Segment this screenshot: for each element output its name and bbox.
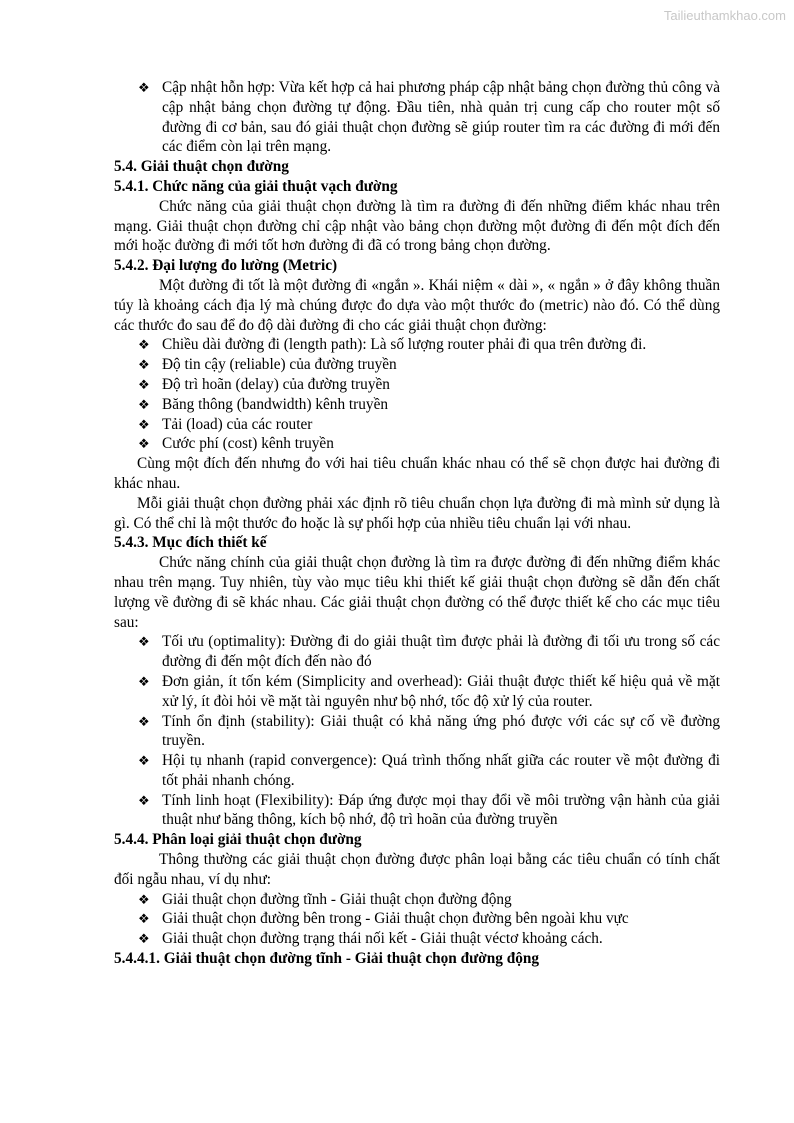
paragraph-5-4-4: Thông thường các giải thuật chọn đường được phân loại bằng các tiêu chuẩn có tính chất đối ngẫu nhau, ví dụ như:: [114, 851, 720, 888]
diamond-bullet-icon: ❖: [138, 713, 150, 729]
list-item: [114, 375, 720, 395]
list-item: [114, 890, 720, 910]
list-item: [114, 632, 720, 672]
heading-5-4-4: 5.4.4. Phân loại giải thuật chọn đường: [114, 831, 362, 849]
diamond-bullet-icon: ❖: [138, 357, 150, 373]
paragraph-5-4-2-c: Mỗi giải thuật chọn đường phải xác định rõ tiêu chuẩn chọn lựa đường đi mà mình sử dụng là gì. Có thể chỉ là một thước đo hoặc là sự phối hợp của nhiều tiêu chuẩn lại với nhau.: [114, 494, 720, 532]
list-item-text: Tải (load) của các router: [162, 415, 313, 433]
diamond-bullet-icon: ❖: [138, 416, 150, 432]
list-item-text: Giải thuật chọn đường trạng thái nối kết - Giải thuật véctơ khoảng cách.: [162, 930, 603, 948]
diamond-bullet-icon: ❖: [138, 396, 150, 412]
diamond-bullet-icon: ❖: [138, 792, 150, 808]
diamond-bullet-icon: ❖: [138, 673, 150, 689]
list-item-text: Cước phí (cost) kênh truyền: [162, 435, 334, 453]
list-item: [114, 909, 720, 929]
heading-5-4-4-1: 5.4.4.1. Giải thuật chọn đường tĩnh - Giải thuật chọn đường động: [114, 950, 540, 968]
list-item: [114, 791, 720, 831]
list-item-text: Chiều dài đường đi (length path): Là số lượng router phải đi qua trên đường đi.: [162, 336, 647, 354]
goals-list: [114, 632, 720, 830]
intro-bullet-text: Cập nhật hỗn hợp: Vừa kết hợp cả hai phương pháp cập nhật bảng chọn đường thủ công và cập nhật bảng chọn đường tự động. Đầu tiên, nhà quản trị cung cấp cho router một số đường đi cơ bản, sau đó giải thuật chọn đường sẽ giúp router tìm ra các đường đi mới đến các điểm còn lại trên mạng.: [162, 79, 720, 156]
heading-5-4-3: 5.4.3. Mục đích thiết kế: [114, 534, 267, 552]
list-item-text: Giải thuật chọn đường bên trong - Giải thuật chọn đường bên ngoài khu vực: [162, 910, 629, 928]
list-item: [114, 78, 720, 157]
diamond-bullet-icon: ❖: [138, 891, 150, 907]
list-item: [114, 355, 720, 375]
list-item: [114, 712, 720, 752]
diamond-bullet-icon: ❖: [138, 931, 150, 947]
diamond-bullet-icon: ❖: [138, 376, 150, 392]
diamond-bullet-icon: ❖: [138, 80, 150, 95]
paragraph-5-4-1: Chức năng của giải thuật chọn đường là tìm ra đường đi đến những điểm khác nhau trên mạng. Giải thuật chọn đường chỉ cập nhật vào bảng chọn đường một đường đi đến một đích đến mới hoặc đường đi mới tốt hơn đường đi đã có trong bảng chọn đường.: [114, 197, 720, 255]
list-item-text: Giải thuật chọn đường tĩnh - Giải thuật chọn đường động: [162, 890, 512, 908]
types-list: [114, 890, 720, 949]
list-item-text: Tính linh hoạt (Flexibility): Đáp ứng được mọi thay đổi về môi trường vận hành của giải thuật như băng thông, kích bộ nhớ, độ trì hoãn của đường truyền: [162, 791, 720, 829]
diamond-bullet-icon: ❖: [138, 436, 150, 452]
diamond-bullet-icon: ❖: [138, 634, 150, 650]
list-item: [114, 395, 720, 415]
diamond-bullet-icon: ❖: [138, 753, 150, 769]
list-item-text: Băng thông (bandwidth) kênh truyền: [162, 395, 389, 413]
list-item-text: Đơn giản, ít tốn kém (Simplicity and overhead): Giải thuật được thiết kế hiệu quả về mặt xử lý, ít đòi hỏi về mặt tài nguyên như bộ nhớ, tốc độ xử lý của router.: [162, 672, 720, 710]
document-page: [114, 78, 720, 969]
list-item: [114, 672, 720, 712]
heading-5-4: 5.4. Giải thuật chọn đường: [114, 158, 289, 176]
list-item-text: Tối ưu (optimality): Đường đi do giải thuật tìm được phải là đường đi tối ưu trong số các đường đi đến một đích đến nào đó: [162, 633, 720, 671]
paragraph-5-4-2-b: Cùng một đích đến nhưng đo với hai tiêu chuẩn khác nhau có thể sẽ chọn được hai đường đi khác nhau.: [114, 455, 720, 492]
list-item-text: Độ tin cậy (reliable) của đường truyền: [162, 356, 397, 374]
paragraph-5-4-3: Chức năng chính của giải thuật chọn đường là tìm ra được đường đi đến những điểm khác nhau trên mạng. Tuy nhiên, tùy vào mục tiêu khi thiết kế giải thuật chọn đường sẽ dẫn đến chất lượng về đường đi sẽ khác nhau. Các giải thuật chọn đường có thể được thiết kế cho các mục tiêu sau:: [114, 554, 720, 631]
diamond-bullet-icon: ❖: [138, 337, 150, 353]
list-item-text: Hội tụ nhanh (rapid convergence): Quá trình thống nhất giữa các router về một đường đi tốt phải nhanh chóng.: [162, 752, 720, 789]
watermark: Tailieuthamkhao.com: [663, 8, 786, 23]
list-item: [114, 335, 720, 355]
heading-5-4-1: 5.4.1. Chức năng của giải thuật vạch đường: [114, 177, 398, 195]
metrics-list: [114, 335, 720, 454]
list-item: [114, 434, 720, 454]
list-item: [114, 929, 720, 949]
list-item-text: Tính ổn định (stability): Giải thuật có khả năng ứng phó được với các sự cố về đường truyền.: [162, 712, 720, 750]
list-item: [114, 751, 720, 791]
paragraph-5-4-2: Một đường đi tốt là một đường đi «ngắn ». Khái niệm « dài », « ngắn » ở đây không thuần túy là khoảng cách địa lý mà chúng được đo dựa vào một thước đo (metric) nào đó. Có thể dùng các thước đo sau để đo độ dài đường đi cho các giải thuật chọn đường:: [114, 276, 720, 334]
heading-5-4-2: 5.4.2. Đại lượng đo lường (Metric): [114, 257, 338, 275]
diamond-bullet-icon: ❖: [138, 911, 150, 927]
list-item-text: Độ trì hoãn (delay) của đường truyền: [162, 375, 390, 393]
list-item: [114, 415, 720, 435]
